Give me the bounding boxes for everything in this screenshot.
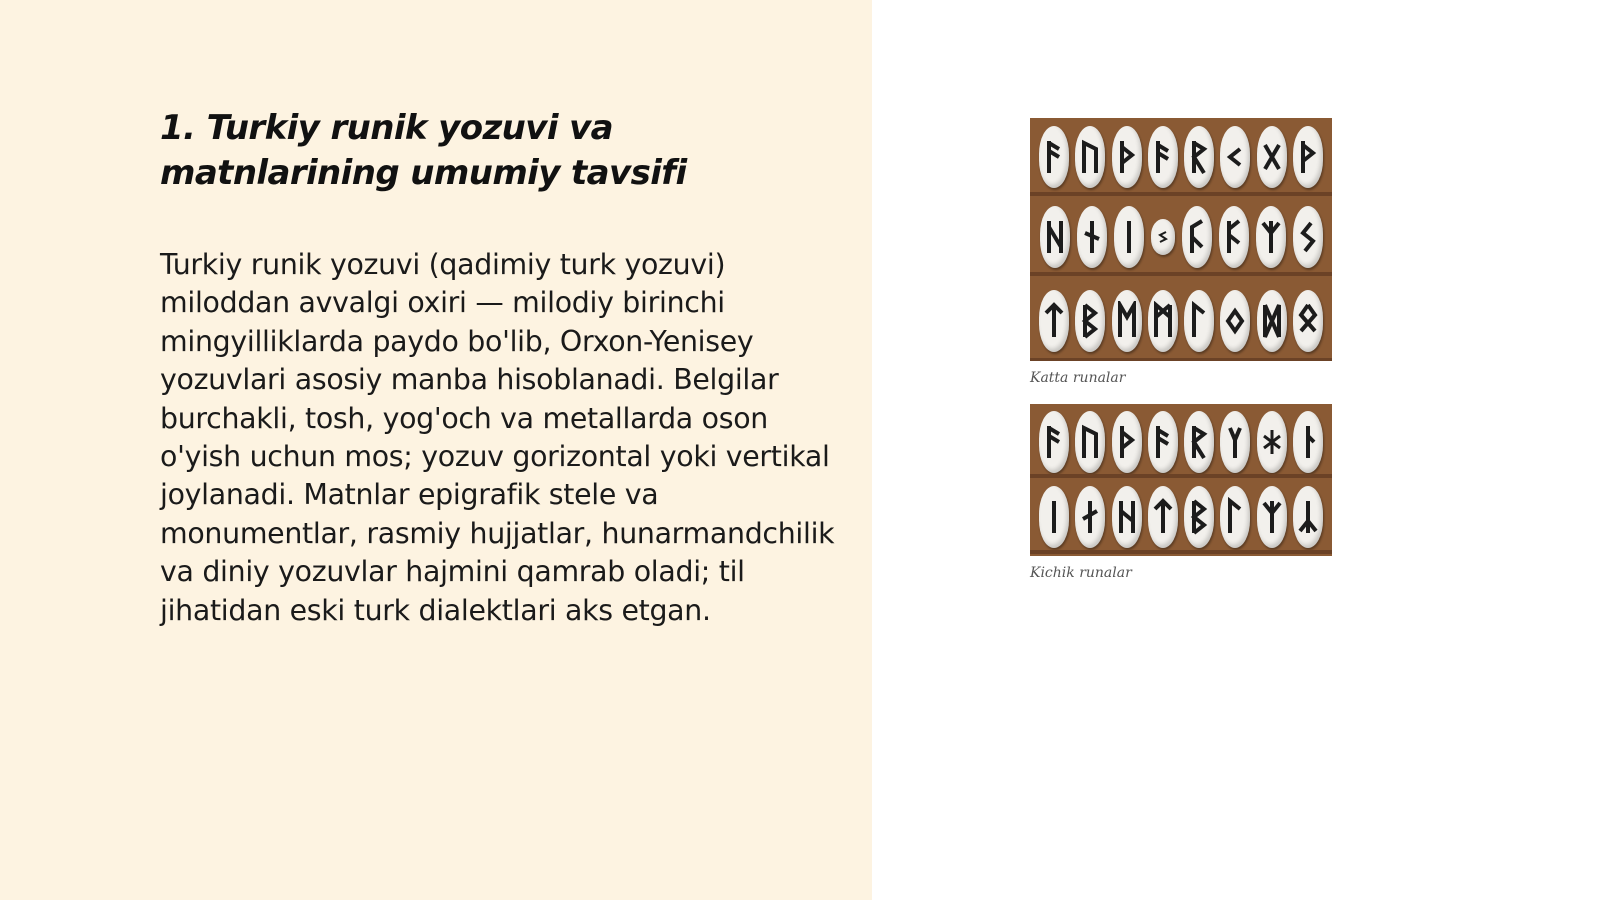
small-runes-caption: Kichik runalar — [1030, 565, 1132, 581]
rune-stone — [1220, 486, 1250, 548]
big-runes-caption: Katta runalar — [1030, 370, 1126, 386]
rune-stone — [1039, 486, 1069, 548]
rune-row — [1030, 122, 1332, 192]
rune-stone — [1220, 290, 1250, 352]
slide-title: 1. Turkiy runik yozuvi va matnlarining umumiy tavsifi — [160, 108, 687, 193]
rune-stone — [1293, 290, 1323, 352]
rune-stone — [1184, 411, 1214, 473]
rune-stone — [1257, 411, 1287, 473]
rune-stone — [1112, 126, 1142, 188]
rune-stone — [1039, 411, 1069, 473]
rune-stone — [1257, 486, 1287, 548]
rune-stone — [1075, 486, 1105, 548]
rune-row — [1030, 284, 1332, 358]
rune-stone — [1219, 206, 1249, 268]
rune-row — [1030, 410, 1332, 474]
rune-stone — [1293, 126, 1323, 188]
rune-stone — [1075, 290, 1105, 352]
rune-stone — [1184, 290, 1214, 352]
rune-stone — [1114, 206, 1144, 268]
rune-stone — [1182, 206, 1212, 268]
rune-stone — [1184, 126, 1214, 188]
rune-stone — [1148, 126, 1178, 188]
small-runes-photo — [1030, 404, 1332, 556]
rune-stone — [1184, 486, 1214, 548]
rune-stone — [1075, 126, 1105, 188]
rune-stone — [1257, 126, 1287, 188]
rune-stone — [1293, 206, 1323, 268]
rune-stone — [1220, 411, 1250, 473]
rune-stone — [1077, 206, 1107, 268]
rune-stone — [1293, 486, 1323, 548]
rune-stone — [1039, 126, 1069, 188]
big-runes-photo — [1030, 118, 1332, 361]
rune-stone — [1148, 486, 1178, 548]
rune-row — [1030, 202, 1332, 272]
rune-stone — [1148, 411, 1178, 473]
rune-stone — [1257, 290, 1287, 352]
rune-stone — [1256, 206, 1286, 268]
slide-body-text: Turkiy runik yozuvi (qadimiy turk yozuvi) miloddan avvalgi oxiri — milodiy birinchi mingyilliklarda paydo bo'lib, Orxon-Yenisey yozuvlari asosiy manba hisoblanadi. Belgilar burchakli, tosh, yog'och va metallarda oson o'yish uchun mos; yozuv gorizontal yoki vertikal joylanadi. Matnlar epigrafik stele va monumentlar, rasmiy hujjatlar, hunarmandchilik va diniy yozuvlar hajmini qamrab oladi; til jihatidan eski turk dialektlari aks etgan. — [160, 248, 835, 627]
rune-stone — [1112, 290, 1142, 352]
rune-stone — [1293, 411, 1323, 473]
rune-stone — [1112, 486, 1142, 548]
rune-stone — [1039, 290, 1069, 352]
rune-stone — [1220, 126, 1250, 188]
rune-row — [1030, 484, 1332, 550]
rune-stone — [1151, 219, 1175, 255]
rune-stone — [1075, 411, 1105, 473]
rune-stone — [1112, 411, 1142, 473]
rune-stone — [1040, 206, 1070, 268]
rune-stone — [1148, 290, 1178, 352]
